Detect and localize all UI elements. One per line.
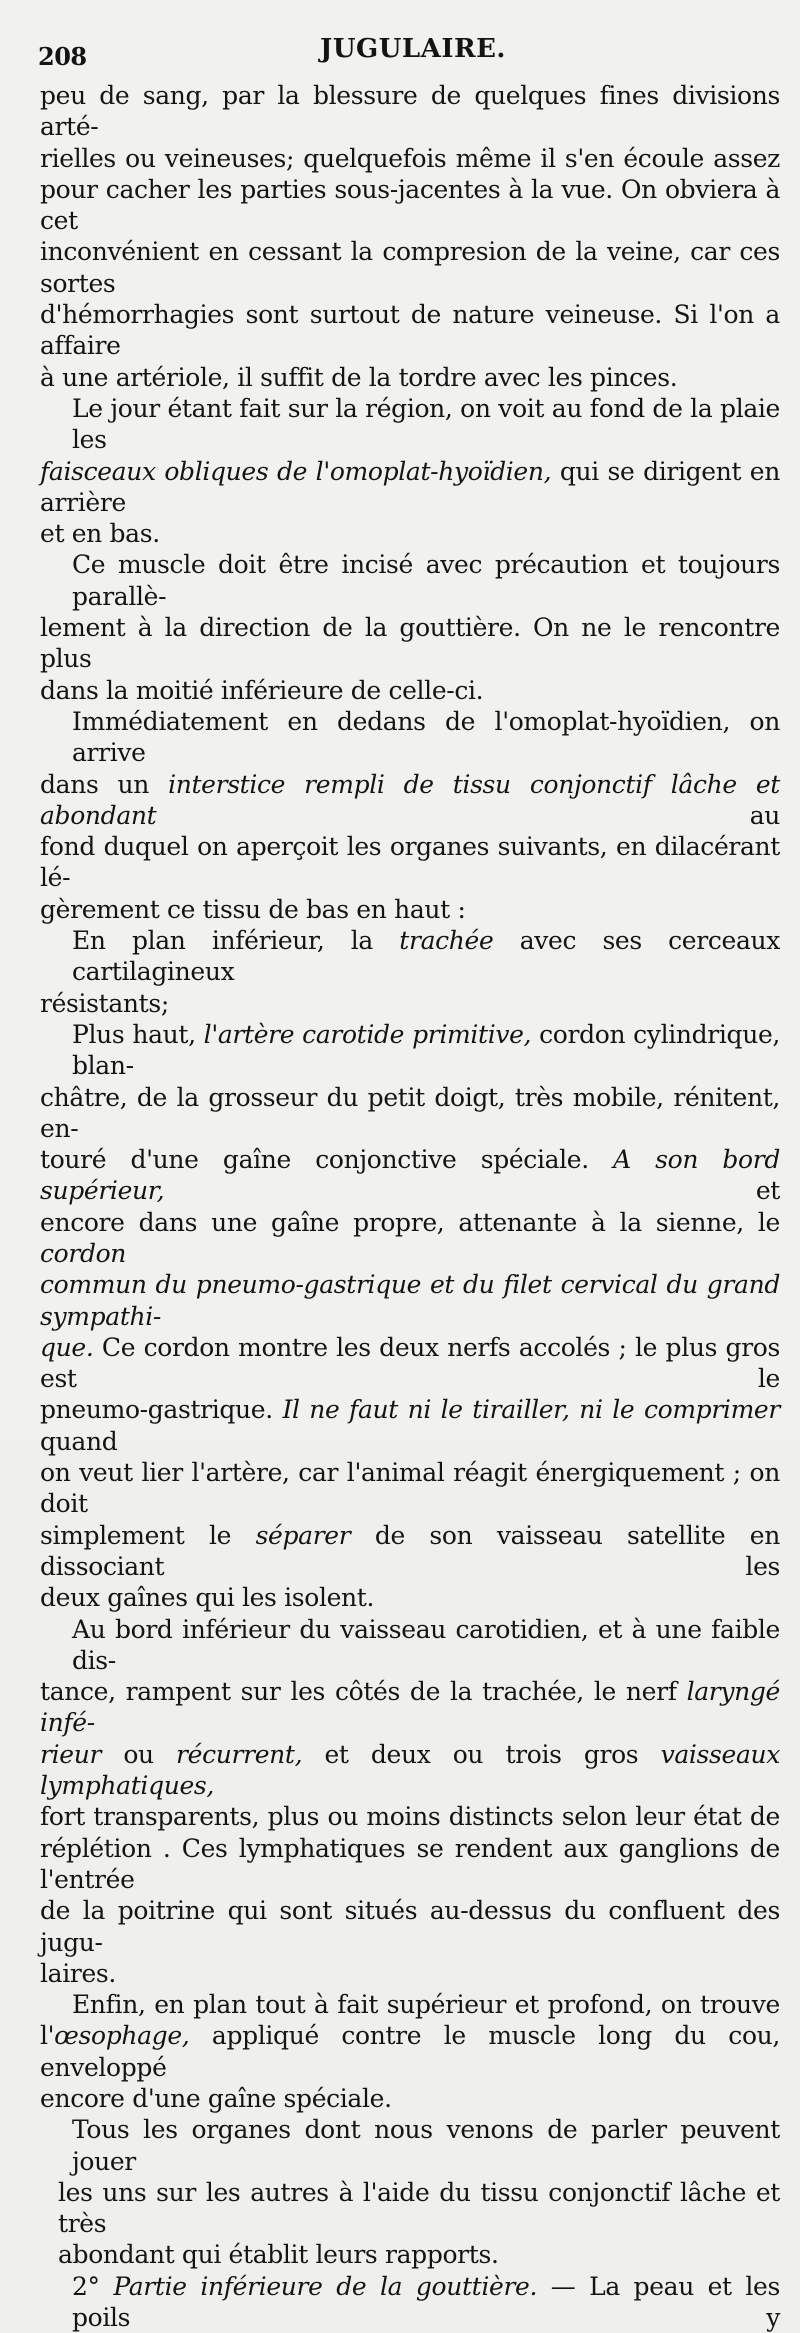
text-segment: à une artériole, il suffit de la tordre avec les pinces. <box>40 362 678 392</box>
text-line <box>40 2271 780 2333</box>
text-line <box>40 831 780 894</box>
text-line <box>40 1989 780 2020</box>
text-line <box>40 2020 780 2083</box>
text-segment: et deux ou trois gros <box>302 1739 661 1769</box>
italic-text: que. <box>40 1332 94 1362</box>
text-segment: quand <box>40 1426 118 1456</box>
text-segment: cordon cylindrique, blan- <box>72 1019 780 1081</box>
italic-text: séparer <box>255 1520 351 1550</box>
text-line <box>40 1739 780 1802</box>
text-segment: tance, rampent sur les côtés de la trachée, le nerf <box>40 1677 687 1707</box>
text-line <box>40 612 780 675</box>
italic-text: commun du pneumo-gastrique et du filet cervical du grand sympathi- <box>40 1270 780 1331</box>
text-line <box>40 1582 780 1613</box>
text-segment: — La peau et les poils y <box>72 2271 780 2333</box>
running-title: JUGULAIRE. <box>320 34 506 64</box>
text-segment: ou <box>101 1739 177 1769</box>
text-segment: résistants; <box>40 988 169 1018</box>
text-segment: rielles ou veineuses; quelquefois même il s'en écoule assez <box>40 143 780 173</box>
italic-text: cordon <box>40 1238 127 1268</box>
text-segment: gèrement ce tissu de bas en haut : <box>40 894 466 924</box>
text-segment: on veut lier l'artère, car l'animal réagit énergiquement ; on doit <box>40 1458 780 1519</box>
text-segment: Ce cordon montre les deux nerfs accolés ; le plus gros est le <box>40 1332 780 1394</box>
text-line <box>40 456 780 519</box>
page-header <box>38 28 788 76</box>
text-segment: 2° <box>72 2271 114 2301</box>
text-line <box>40 769 780 832</box>
text-line <box>40 518 780 549</box>
text-line <box>40 925 780 988</box>
text-line <box>40 1614 780 1677</box>
text-segment: d'hémorrhagies sont surtout de nature veineuse. Si l'on a affaire <box>40 300 780 361</box>
text-line <box>40 2083 780 2114</box>
text-line <box>40 1801 780 1832</box>
italic-text: trachée <box>399 926 494 956</box>
text-line <box>40 1082 780 1145</box>
italic-text: œsophage, <box>54 2021 190 2051</box>
text-line <box>40 549 780 612</box>
text-segment: l' <box>40 2021 55 2051</box>
text-segment: fond duquel on aperçoit les organes suivants, en dilacérant lé- <box>40 832 780 893</box>
text-line <box>40 1144 780 1207</box>
text-line <box>40 80 780 143</box>
text-segment: peu de sang, par la blessure de quelques fines divisions arté- <box>40 81 780 142</box>
text-segment: Le jour étant fait sur la région, on voit au fond de la plaie les <box>72 393 780 455</box>
text-segment: pour cacher les parties sous-jacentes à la vue. On obviera à cet <box>40 174 780 236</box>
text-segment: châtre, de la grosseur du petit doigt, très mobile, rénitent, en- <box>40 1082 780 1143</box>
text-line <box>40 299 780 362</box>
page-number: 208 <box>38 42 87 71</box>
text-line <box>40 2239 780 2270</box>
text-line <box>40 362 780 393</box>
text-line <box>40 174 780 237</box>
text-line <box>40 393 780 456</box>
italic-text: rieur <box>40 1739 102 1769</box>
text-segment: dans la moitié inférieure de celle-ci. <box>40 675 484 705</box>
text-segment: fort transparents, plus ou moins distincts selon leur état de <box>40 1802 780 1832</box>
text-line <box>40 1332 780 1395</box>
text-line <box>40 1207 780 1270</box>
text-segment: pneumo-gastrique. <box>40 1395 283 1425</box>
text-line <box>40 1676 780 1739</box>
text-line <box>40 1520 780 1583</box>
italic-text: faisceaux obliques de l'omoplat-hyoïdien, <box>40 456 552 486</box>
text-line <box>40 1895 780 1958</box>
italic-text: vaisseaux lymphatiques, <box>40 1739 780 1801</box>
text-segment: laires. <box>40 1958 116 1988</box>
italic-text: laryngé infé- <box>40 1677 780 1738</box>
text-segment: lement à la direction de la gouttière. On ne le rencontre plus <box>40 613 780 674</box>
text-segment: qui se dirigent en arrière <box>40 456 780 517</box>
text-segment: Au bord inférieur du vaisseau carotidien, et à une faible dis- <box>72 1614 780 1675</box>
text-segment: Plus haut, <box>72 1019 204 1049</box>
text-segment: et <box>164 1176 780 1206</box>
text-line <box>40 988 780 1019</box>
text-line <box>40 236 780 299</box>
text-segment: réplétion . Ces lymphatiques se rendent aux ganglions de l'entrée <box>40 1833 780 1894</box>
text-segment: deux gaînes qui les isolent. <box>40 1583 375 1613</box>
text-line <box>40 143 780 174</box>
text-segment: encore d'une gaîne spéciale. <box>40 2084 392 2113</box>
text-segment: avec ses cerceaux cartilagineux <box>72 926 781 987</box>
italic-text: A son bord supérieur, <box>40 1145 780 1206</box>
text-segment: Ce muscle doit être incisé avec précaution et toujours parallè- <box>72 550 780 611</box>
text-segment: et en bas. <box>40 519 160 549</box>
text-segment: de la poitrine qui sont situés au-dessus du confluent des jugu- <box>40 1896 780 1957</box>
text-line <box>40 675 780 706</box>
text-segment: appliqué contre le muscle long du cou, enveloppé <box>40 2021 780 2082</box>
text-segment: touré d'une gaîne conjonctive spéciale. <box>40 1145 614 1175</box>
italic-text: interstice rempli de tissu conjonctif lâche et abondant <box>40 769 780 830</box>
text-line <box>40 2114 780 2177</box>
text-segment: En plan inférieur, la <box>72 926 400 956</box>
text-segment: les uns sur les autres à l'aide du tissu conjonctif lâche et très <box>58 2177 780 2239</box>
text-segment: Enfin, en plan tout à fait supérieur et profond, on trouve <box>72 1990 780 2020</box>
text-segment: Tous les organes dont nous venons de parler peuvent jouer <box>72 2115 780 2176</box>
text-segment: inconvénient en cessant la compresion de la veine, car ces sortes <box>40 237 780 298</box>
text-segment: simplement le <box>40 1520 256 1550</box>
text-segment: encore dans une gaîne propre, attenante à la sienne, le <box>40 1207 780 1237</box>
text-line <box>40 1019 780 1082</box>
text-line <box>40 2177 780 2240</box>
text-line <box>40 1958 780 1989</box>
text-line <box>40 1457 780 1520</box>
italic-text: récurrent, <box>176 1739 303 1769</box>
italic-text: l'artère carotide primitive, <box>203 1019 532 1049</box>
text-line <box>40 1394 780 1457</box>
body-text <box>40 80 780 2333</box>
text-line <box>40 706 780 769</box>
text-segment: au <box>156 800 780 830</box>
text-segment: abondant qui établit leurs rapports. <box>58 2240 499 2270</box>
text-segment: Immédiatement en dedans de l'omoplat-hyoïdien, on arrive <box>72 706 780 768</box>
text-segment: dans un <box>40 769 169 799</box>
text-line <box>40 1269 780 1332</box>
text-segment: de son vaisseau satellite en dissociant les <box>40 1520 780 1581</box>
text-line <box>40 1833 780 1896</box>
italic-text: Partie inférieure de la gouttière. <box>113 2271 538 2301</box>
italic-text: Il ne faut ni le tirailler, ni le comprimer <box>282 1395 780 1425</box>
text-line <box>40 894 780 925</box>
